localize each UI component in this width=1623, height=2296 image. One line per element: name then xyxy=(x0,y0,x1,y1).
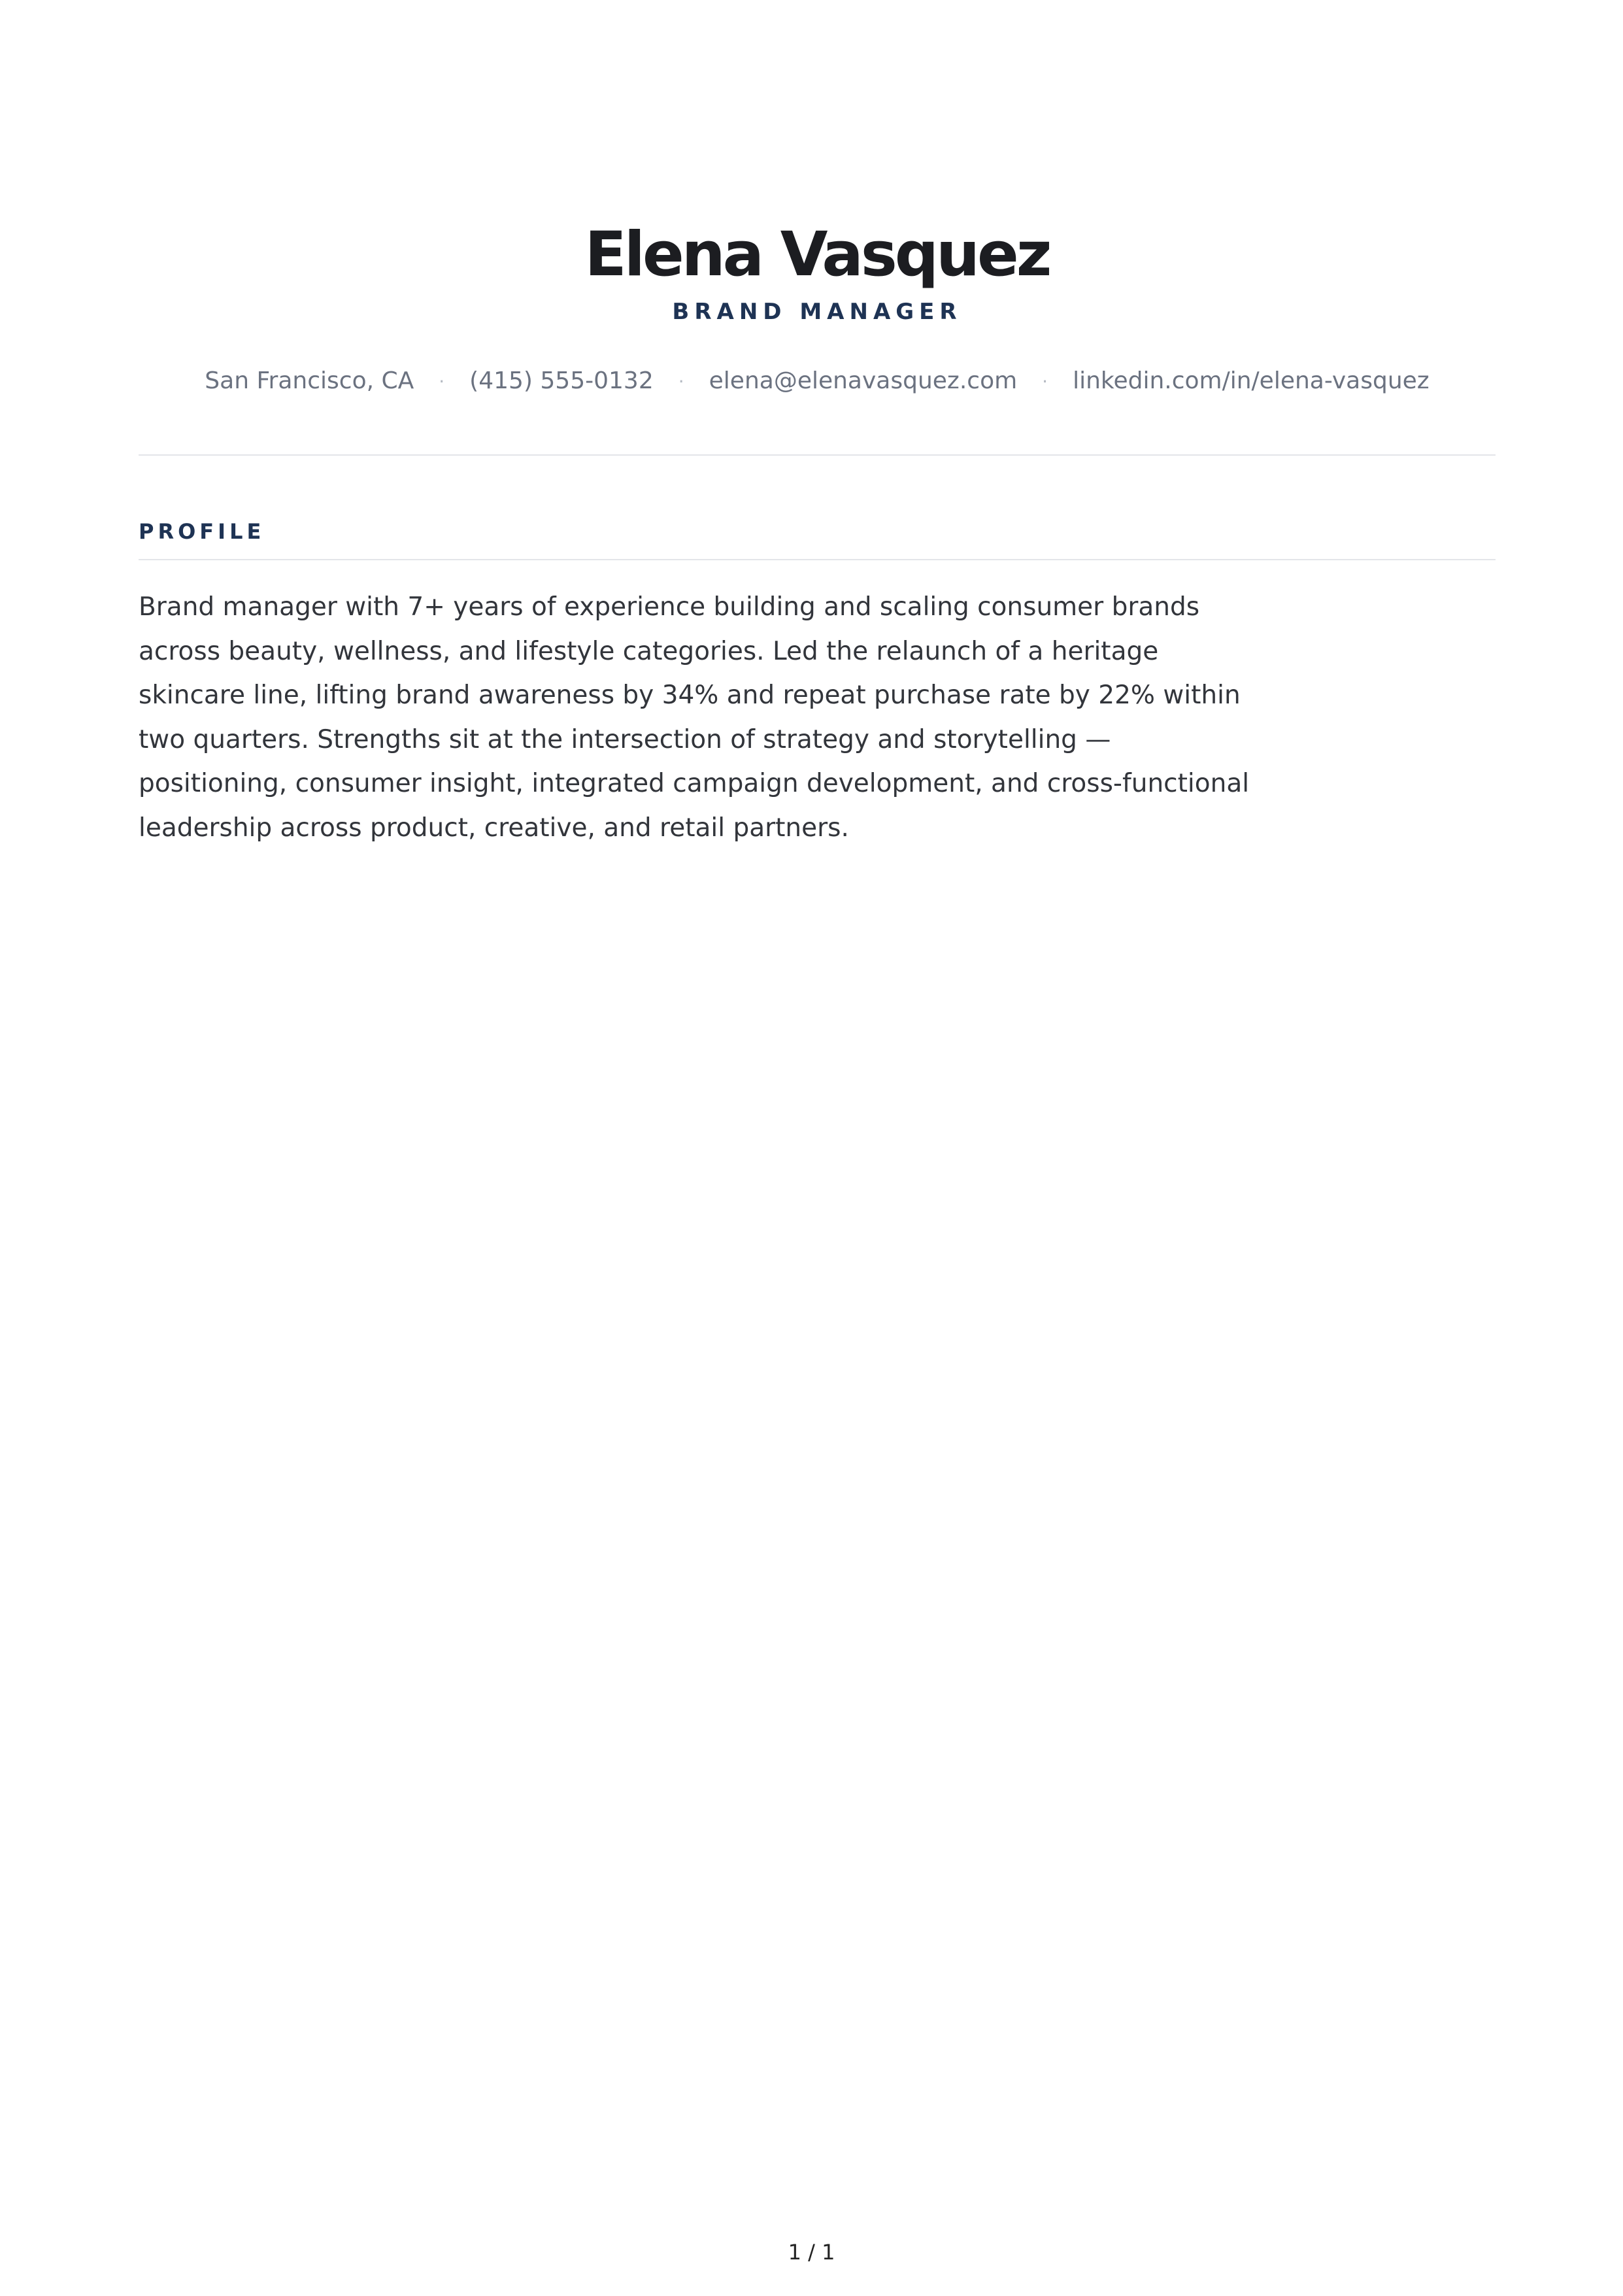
contact-separator: · xyxy=(678,371,684,392)
page-indicator: 1 / 1 xyxy=(788,2240,835,2265)
contact-location: San Francisco, CA xyxy=(205,367,414,394)
contact-linkedin[interactable]: linkedin.com/in/elena-vasquez xyxy=(1073,367,1430,394)
profile-summary: Brand manager with 7+ years of experience building and scaling consumer brands across beauty, wellness, and lifestyle categories. Led the relaunch of a heritage skincare line, lifting brand awareness by 34% and repeat purchase rate by 22% within two quarters. Strengths sit at the intersection of strategy and storytelling — positioning, consumer insight, integrated campaign development, and cross-functional leadership across product, creative, and retail partners. xyxy=(139,592,1250,843)
resume-header xyxy=(139,216,1496,328)
contact-separator: · xyxy=(439,371,445,392)
contact-line xyxy=(139,363,1496,400)
contact-email[interactable]: elena@elenavasquez.com xyxy=(709,367,1018,394)
header-divider xyxy=(139,454,1496,456)
contact-separator: · xyxy=(1042,371,1048,392)
candidate-role: BRAND MANAGER xyxy=(672,299,962,325)
profile-section-divider xyxy=(139,559,1496,560)
profile-section-title: PROFILE xyxy=(139,519,265,544)
contact-phone: (415) 555-0132 xyxy=(469,367,654,394)
candidate-name: Elena Vasquez xyxy=(584,219,1050,290)
